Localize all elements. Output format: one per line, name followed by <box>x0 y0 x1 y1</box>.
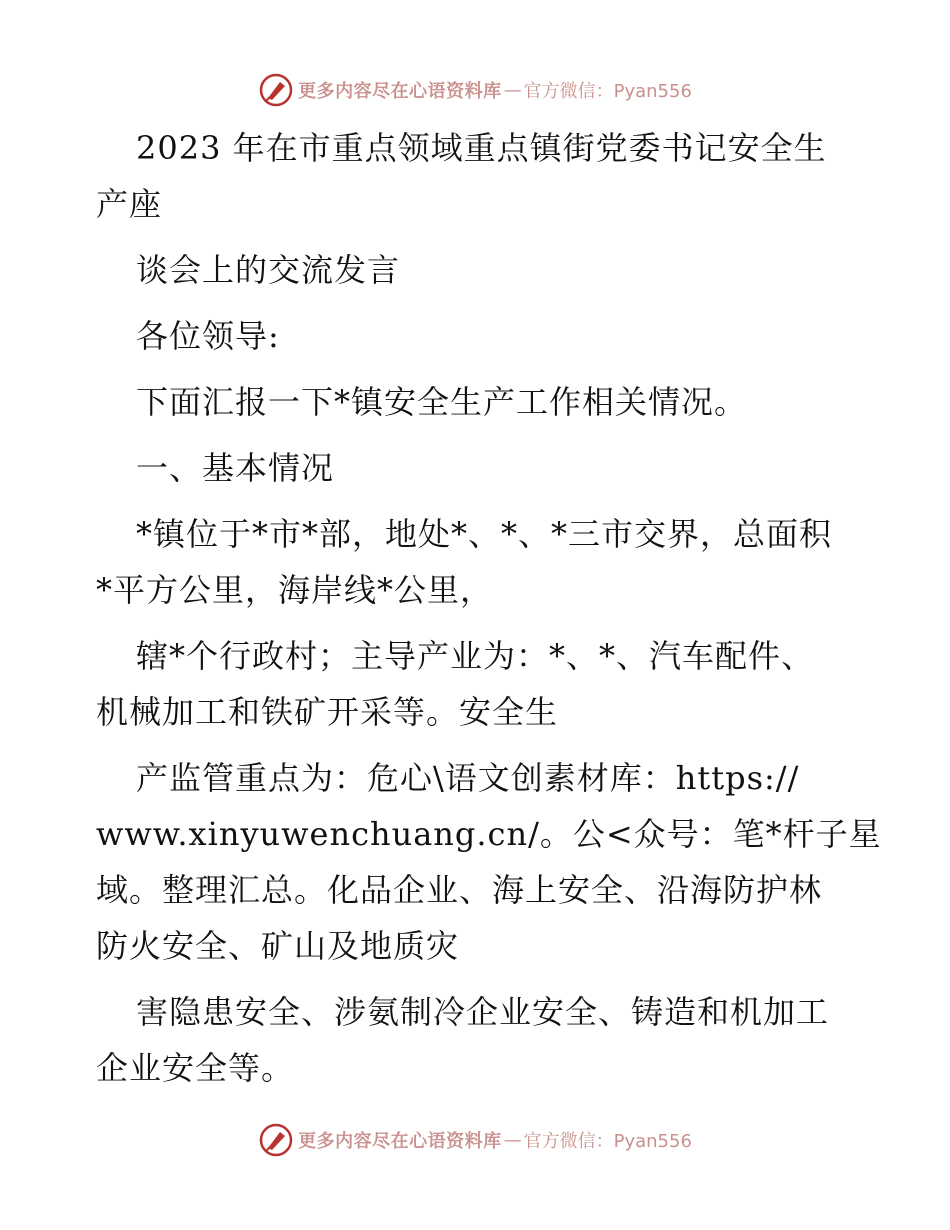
banner-main-text: 更多内容尽在心语资料库 <box>298 1131 502 1152</box>
banner-main-text: 更多内容尽在心语资料库 <box>298 81 502 102</box>
paragraph-line: 机械加工和铁矿开采等。安全生 <box>96 693 559 731</box>
pen-nib-logo-icon <box>258 72 294 108</box>
salutation: 各位领导: <box>136 317 280 355</box>
banner-separator: — <box>503 1129 522 1151</box>
banner-wechat-text: 官方微信：Pyan556 <box>523 1131 692 1152</box>
banner-separator: — <box>503 79 522 101</box>
paragraph-line: 域。整理汇总。化品企业、海上安全、沿海防护林 <box>96 871 823 909</box>
paragraph-line: *镇位于*市*部，地处*、*、*三市交界，总面积 <box>136 515 833 553</box>
pen-nib-logo-icon <box>258 1122 294 1158</box>
paragraph-line: 防火安全、矿山及地质灾 <box>96 927 460 965</box>
document-body <box>96 120 882 1096</box>
footer-watermark-banner <box>0 1120 950 1160</box>
title-line-1: 2023 年在市重点领域重点镇街党委书记安全生 <box>136 129 827 167</box>
paragraph-line: www.xinyuwenchuang.cn/。公<众号：笔*杆子星 <box>96 815 882 853</box>
paragraph-line: 害隐患安全、涉氨制冷企业安全、铸造和机加工 <box>136 993 830 1031</box>
header-watermark-banner <box>0 70 950 110</box>
paragraph-line: 产监管重点为：危心\语文创素材库：https:// <box>136 759 800 797</box>
section-heading: 一、基本情况 <box>136 449 335 487</box>
banner-wechat-text: 官方微信：Pyan556 <box>523 81 692 102</box>
title-line-3: 谈会上的交流发言 <box>136 251 401 289</box>
paragraph-line: 企业安全等。 <box>96 1049 295 1087</box>
paragraph-line: *平方公里，海岸线*公里， <box>96 571 494 609</box>
title-line-2: 产座 <box>96 185 163 223</box>
intro-paragraph: 下面汇报一下*镇安全生产工作相关情况。 <box>136 383 748 421</box>
paragraph-line: 辖*个行政村；主导产业为：*、*、汽车配件、 <box>136 637 815 675</box>
